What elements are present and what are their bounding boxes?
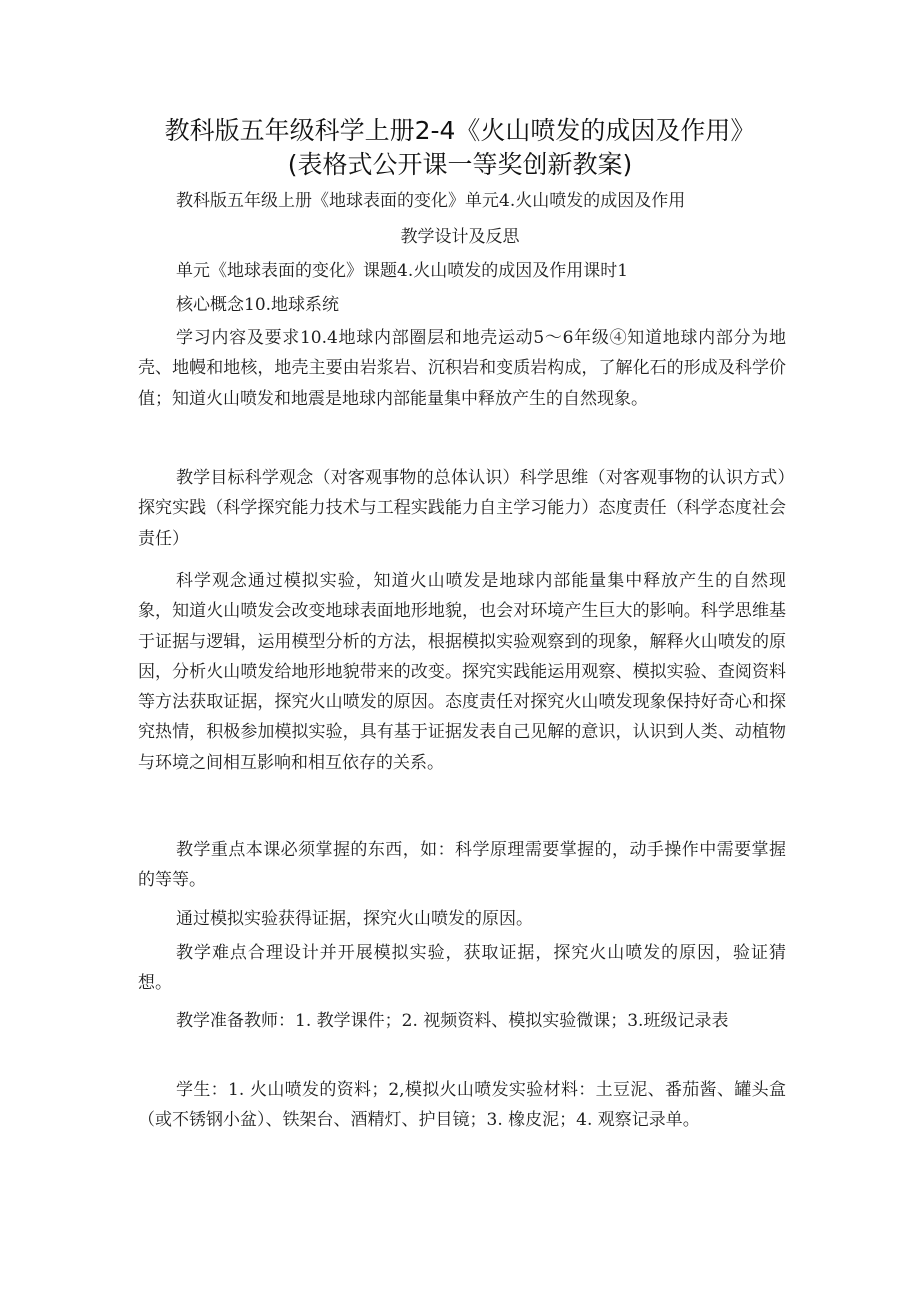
key-points-detail: 通过模拟实验获得证据，探究火山喷发的原因。 xyxy=(176,909,533,929)
core-concept: 核心概念10.地球系统 xyxy=(176,295,340,315)
teaching-goals: 教学目标科学观念（对客观事物的总体认识）科学思维（对客观事物的认识方式）探究实践（科学探究能力技术与工程实践能力自主学习能力）态度责任（科学态度社会责任） xyxy=(138,468,786,549)
teaching-difficulty: 教学难点合理设计并开展模拟实验，获取证据，探究火山喷发的原因，验证猜想。 xyxy=(138,943,786,994)
unit-line: 单元《地球表面的变化》课题4.火山喷发的成因及作用课时1 xyxy=(176,261,629,281)
lesson-subtitle-2: 教学设计及反思 xyxy=(400,227,520,247)
content-requirements: 学习内容及要求10.4地球内部圈层和地壳运动5～6年级④知道地球内部分为地壳、地幔和地核，地壳主要由岩浆岩、沉积岩和变质岩构成，了解化石的形成及科学价值；知道火山喷发和地震是地球内部能量集中释放产生的自然现象。 xyxy=(138,328,786,409)
teacher-preparation: 教学准备教师：1. 教学课件；2. 视频资料、模拟实验微课；3.班级记录表 xyxy=(176,1011,729,1031)
lesson-subtitle: 教科版五年级上册《地球表面的变化》单元4.火山喷发的成因及作用 xyxy=(176,191,686,211)
student-preparation: 学生：1. 火山喷发的资料；2,模拟火山喷发实验材料：土豆泥、番茄酱、罐头盒（或不锈钢小盆）、铁架台、酒精灯、护目镜；3. 橡皮泥；4. 观察记录单。 xyxy=(138,1080,786,1131)
goals-detail: 科学观念通过模拟实验，知道火山喷发是地球内部能量集中释放产生的自然现象，知道火山喷发会改变地球表面地形地貌，也会对环境产生巨大的影响。科学思维基于证据与逻辑，运用模型分析的方法，根据模拟实验观察到的现象，解释火山喷发的原因，分析火山喷发给地形地貌带来的改变。探究实践能运用观察、模拟实验、查阅资料等方法获取证据，探究火山喷发的原因。态度责任对探究火山喷发现象保持好奇心和探究热情，积极参加模拟实验，具有基于证据发表自己见解的意识，认识到人类、动植物与环境之间相互影响和相互依存的关系。 xyxy=(138,571,786,773)
key-points: 教学重点本课必须掌握的东西，如：科学原理需要掌握的，动手操作中需要掌握的等等。 xyxy=(138,840,786,891)
document-title-subtitle: (表格式公开课一等奖创新教案) xyxy=(287,150,633,179)
document-title: 教科版五年级科学上册2-4《火山喷发的成因及作用》 xyxy=(164,116,756,145)
